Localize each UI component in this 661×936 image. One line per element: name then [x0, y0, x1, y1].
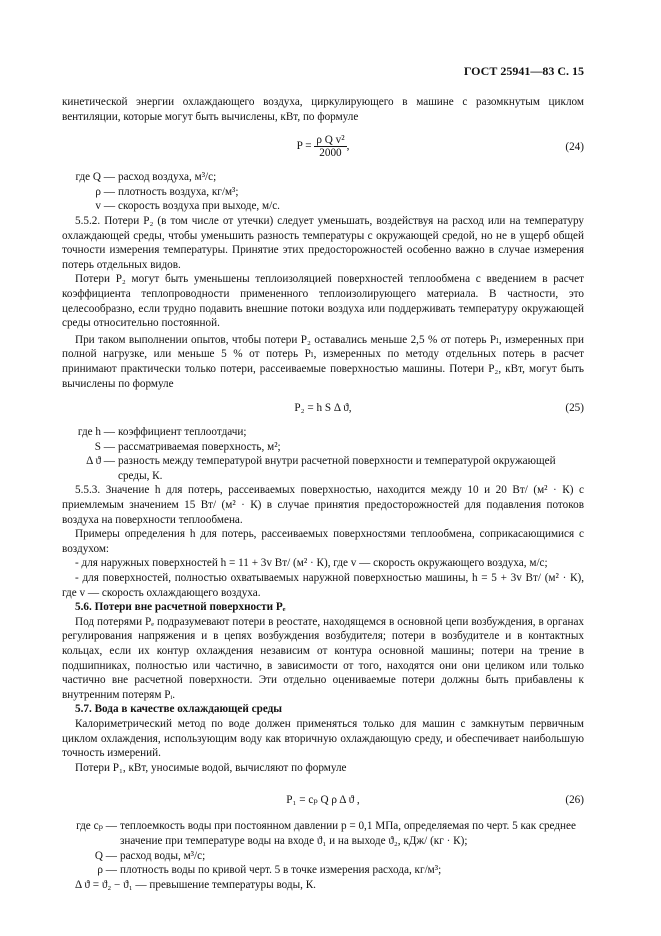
definition-item: Q — расход воды, м³/с; — [94, 849, 206, 862]
list-item-outer-surfaces: - для наружных поверхностей h = 11 + 3v Вт/ (м² · К), где v — скорость окружающего воздуха, м/с; — [75, 557, 548, 570]
definition-item: v — скорость воздуха при выходе, м/с. — [95, 200, 280, 213]
section-heading-5-7: 5.7. Вода в качестве охлаждающей среды — [75, 703, 283, 716]
paragraph-intro: кинетической энергии охлаждающего воздуха, циркулирующего в машине с разомкнутым циклом вентиляции, которые могут быть вычислены, кВт, по формуле — [62, 96, 584, 123]
paragraph-5-5-3: 5.5.3. Значение h для потерь, рассеиваемых поверхностью, находится между 10 и 20 Вт/ (м² · К) с приемлемым значением 15 Вт/ (м² · К) в случае принятия предосторожностей для подавления потоков воздуха на поверхности теплообмена. — [62, 484, 584, 526]
paragraph-external-losses: Под потерями Pₑ подразумевают потери в реостате, находящемся в основной цепи возбуждения, в органах регулирования напряжения и в цепях возбуждения возбудителя; потери в возбудителе и в контактных кольцах, если их контур охлаждения независим от контура основной машины; потери на трение в подшипниках, полностью или частично, в зависимости от того, находятся они они целиком или только частично вне расчетной поверхности. Эти отдельно оцениваемые потери должны быть прибавлены к внутренним потерям Pᵢ. — [62, 615, 584, 701]
formula-25-number: (25) — [565, 402, 584, 415]
page-header: ГОСТ 25941—83 С. 15 — [463, 64, 584, 78]
paragraph-examples: Примеры определения h для потерь, рассеиваемых поверхностями теплообмена, соприкасающимися с воздухом: — [62, 528, 584, 555]
paragraph-test-conditions: При таком выполнении опытов, чтобы потери P₂ оставались меньше 2,5 % от потерь Pₗ, измеренных при полной нагрузке, или меньше 5 % от потерь Pₗ, измеренных по методу отдельных потерь в расчет принимают практически только потери, рассеиваемые поверхностью машины. Потери P₂, кВт, могут быть вычислены по формуле — [62, 333, 584, 390]
definition-delta-theta: Δ ϑ = ϑ₂ − ϑ₁ — превышение температуры воды, К. — [75, 878, 316, 891]
formula-26-number: (26) — [565, 794, 584, 807]
where-list-2 — [62, 425, 584, 483]
formula-26 — [62, 789, 584, 819]
paragraph-water-losses: Потери P₁, кВт, уносимые водой, вычисляют по формуле — [75, 761, 347, 774]
formula-25-expression: P₂ = h S Δ ϑ, — [294, 402, 352, 415]
formula-25 — [62, 399, 584, 423]
definition-item: Δ ϑ — разность между температурой внутри расчетной поверхности и температурой окружающей среды, К. — [86, 455, 556, 482]
page-body — [62, 95, 584, 892]
paragraph-insulation: Потери P₂ могут быть уменьшены теплоизоляцией поверхностей теплообмена с введением в расчет коэффициента теплопроводности примененного теплоизолирующего материала. В частности, это целесообразно, если трудно подавить внешние потоки воздуха или поддерживать температуру окружающей среды относительно постоянной. — [62, 273, 584, 330]
paragraph-calorimetric: Калориметрический метод по воде должен применяться только для машин с замкнутым первичным циклом охлаждения, использующим воду как вторичную охлаждающую среду, и обеспечивает наибольшую точность измерений. — [62, 717, 584, 760]
formula-24-lhs: P = — [296, 140, 312, 153]
definition-item: S — рассматриваемая поверхность, м²; — [94, 440, 281, 453]
formula-26-expression: P₁ = cₚ Q ρ Δ ϑ , — [286, 794, 360, 807]
formula-24-denominator: 2000 — [319, 147, 342, 160]
where-list-3 — [62, 819, 584, 892]
formula-24: P = $\frac{\text{ρ Q v²}}{2000}$ , (24) — [296, 134, 584, 160]
definition-item: ρ — плотность воды по кривой черт. 5 в точке измерения расхода, кг/м³; — [97, 864, 442, 877]
section-heading-5-6: 5.6. Потери вне расчетной поверхности Pₑ — [75, 601, 286, 614]
definition-item: где cₚ — теплоемкость воды при постоянном давлении p = 0,1 МПа, определяемая по черт. 5 как среднее значение при температуре воды на входе ϑ₁ и на выходе ϑ₂, кДж/ (кг · К); — [76, 820, 576, 847]
formula-24-number: (24) — [565, 141, 584, 154]
list-item-inner-surfaces: - для поверхностей, полностью охватываемых наружной поверхностью машины, h = 5 + 3v Вт/ (м² · К), где v — скорость охлаждающего воздуха. — [62, 572, 584, 599]
formula-24-numerator: ρ Q v² — [316, 134, 345, 147]
definition-item: где h — коэффициент теплоотдачи; — [77, 426, 247, 439]
where-list-1 — [62, 170, 584, 214]
paragraph-5-5-2: 5.5.2. Потери P₂ (в том числе от утечки) следует уменьшать, воздействуя на расход или на температуру охлаждающей среды, чтобы уменьшить разность температуры с окружающей средой, но не в ущерб общей точности измерения температуры. Принятие этих предосторожностей особенно важно в случае измерения потерь отдельных видов. — [62, 214, 584, 271]
definition-item: ρ — плотность воздуха, кг/м³; — [95, 185, 239, 198]
definition-item: где Q — расход воздуха, м³/с; — [75, 171, 217, 184]
